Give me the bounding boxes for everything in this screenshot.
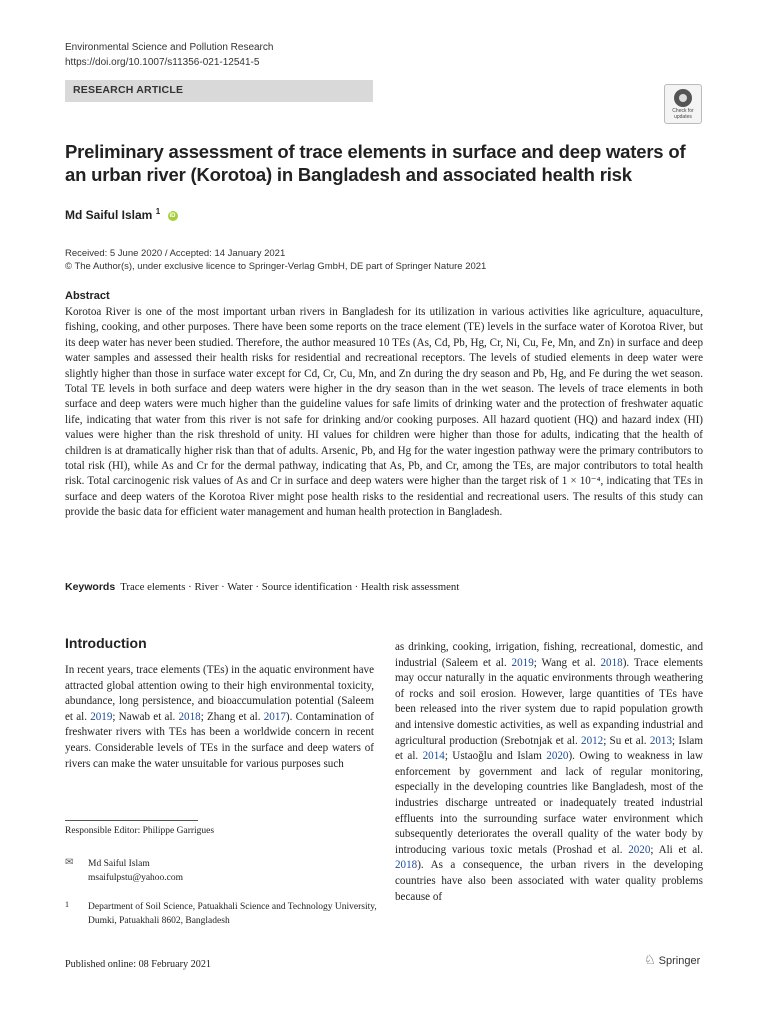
citation-link[interactable]: 2018	[395, 859, 418, 872]
citation-link[interactable]: 2013	[649, 734, 672, 747]
abstract-text: Korotoa River is one of the most important urban rivers in Bangladesh for its utilization in various activities like agriculture, aquaculture, fishing, cooking, and other purposes. There have been some reports on the trace element (TE) levels in the surface water of Korotoa River, but its deep water has never been studied. Therefore, the author measured 10 TEs (As, Cd, Pb, Hg, Cr, Ni, Cu, Fe, Mn, and Zn) in surface and deep water samples and assessed their health risks for residential and recreational receptors. The levels of studied elements in deep water were slightly higher than those in surface water except for Cd, Cr, Cu, Mn, and Zn during the dry season and Pb, Hg, and Fe during the wet season. Total TE levels in both surface and deep waters were higher in the dry season than in the wet season. The levels of trace elements in both surface and deep waters were much higher than the guideline values for safe limits of drinking water and the protection of freshwater aquatic life, indicating that water from this river is not safe for drinking and/or cooking purposes. All hazard quotient (HQ) and hazard index (HI) values were higher than the risk threshold of unity. HI values for children were higher than those for adults, indicating that the health of children is at dramatically higher risk than that of adults. Arsenic, Pb, and Hg for the water ingestion pathway were the primary contributors to total risk (HI), while As and Cr for the dermal pathway, indicating that As, Pb, and Cr, among the TEs, are major contributors to total health risk. Total carcinogenic risk values of As and Cr in surface and deep waters were higher than the target risk of 1 × 10⁻⁴, indicating that TEs in surface and deep waters of the Korotoa River might pose health risks to the residential and recreational users. The results of this study can provide the basic data for efficient water management and human health protection in Bangladesh.	[65, 306, 703, 519]
body-text: ). As a consequence, the urban rivers in the developing countries have also been associated with water quality problems because of	[395, 859, 703, 903]
citation-link[interactable]: 2018	[178, 710, 201, 723]
body-text: In recent years, trace elements (TEs) in the aquatic environment have attracted global attention owing to their high environmental toxicity, abundance, long persistence, and bioaccumulation potential (Saleem et al.	[65, 664, 374, 723]
article-type-label: RESEARCH ARTICLE	[73, 84, 184, 96]
citation-link[interactable]: 2019	[511, 656, 534, 669]
springer-logo	[644, 952, 700, 968]
author-name[interactable]: Md Saiful Islam	[65, 208, 153, 222]
citation-link[interactable]: 2012	[581, 734, 604, 747]
doi-link[interactable]: https://doi.org/10.1007/s11356-021-12541-5	[65, 57, 260, 68]
body-text: ). Contamination of freshwater rivers with TEs has been a worldwide concern in recent years. Considerable levels of TEs in the surface and deep waters of rivers can make the water unsuitable for various purposes such	[65, 710, 374, 770]
check-for-updates-badge[interactable]	[664, 84, 702, 124]
keywords-label: Keywords	[65, 581, 116, 593]
citation-link[interactable]: 2020	[628, 843, 651, 856]
publisher-name: Springer	[658, 955, 701, 967]
body-text: as drinking, cooking, irrigation, fishing, recreational, domestic, and industrial (Saleem et al.	[395, 641, 703, 669]
footnote-rule	[65, 820, 198, 821]
keywords-text: Trace elements · River · Water · Source identification · Health risk assessment	[120, 581, 460, 593]
citation-link[interactable]: 2019	[90, 710, 113, 723]
citation-link[interactable]: 2020	[546, 750, 569, 763]
responsible-editor: Responsible Editor: Philippe Garrigues	[65, 826, 215, 836]
article-type-band	[65, 80, 373, 102]
author-line	[65, 207, 178, 222]
abstract-heading: Abstract	[65, 290, 110, 302]
intro-column-right	[395, 640, 703, 905]
journal-name: Environmental Science and Pollution Research	[65, 42, 274, 53]
body-text: ; Ali et al.	[650, 843, 703, 856]
citation-link[interactable]: 2014	[422, 750, 445, 763]
licence-line: © The Author(s), under exclusive licence to Springer-Verlag GmbH, DE part of Springer Nature 2021	[65, 261, 487, 272]
affiliation-text: Department of Soil Science, Patuakhali Science and Technology University, Dumki, Patuakhali 8602, Bangladesh	[88, 902, 377, 926]
check-updates-icon	[674, 89, 692, 107]
published-online: Published online: 08 February 2021	[65, 959, 212, 970]
envelope-icon: ✉	[65, 857, 74, 868]
citation-link[interactable]: 2018	[600, 656, 623, 669]
body-text: ; Wang et al.	[533, 656, 601, 669]
body-text: ; Nawab et al.	[112, 710, 179, 723]
corresponding-email[interactable]: msaifulpstu@yahoo.com	[88, 873, 184, 883]
body-text: ). Owing to weakness in law enforcement by government and lack of regular monitoring, especially in the developing countries like Bangladesh, most of the industries discharge untreated or inadequately treated industrial effluents into the surrounding surface water environment which subsequently deteriorates the overall quality of the water body by introducing various toxic metals (Proshad et al.	[395, 750, 703, 856]
springer-horse-icon: ♘	[644, 952, 656, 967]
intro-column-left	[65, 663, 374, 772]
corresponding-name: Md Saiful Islam	[88, 859, 150, 869]
introduction-heading: Introduction	[65, 635, 147, 651]
body-text: ; Islam et al.	[395, 734, 703, 763]
body-text: ; Zhang et al.	[200, 710, 264, 723]
keywords-line	[65, 581, 459, 593]
received-dates: Received: 5 June 2020 / Accepted: 14 January 2021	[65, 248, 286, 259]
body-text: ). Trace elements may occur naturally in the aquatic environments through weathering of rocks and soil erosion. However, large quantities of TEs have been released into the river system due to rapid population growth and intensive domestic activities, as well as expanding industrial and agricultural production (Srebotnjak et al.	[395, 656, 703, 747]
corresponding-author	[88, 857, 183, 885]
affiliation-number: 1	[65, 900, 69, 909]
citation-link[interactable]: 2017	[263, 710, 286, 723]
author-affiliation-sup: 1	[155, 207, 161, 216]
check-updates-label: Check for updates	[672, 108, 694, 120]
paper-title: Preliminary assessment of trace elements in surface and deep waters of an urban river (Korotoa) in Bangladesh and associated health risk	[65, 141, 686, 185]
body-text: ; Su et al.	[603, 734, 650, 747]
orcid-icon[interactable]: iD	[169, 212, 176, 219]
body-text: ; Ustaoğlu and Islam	[444, 750, 547, 763]
